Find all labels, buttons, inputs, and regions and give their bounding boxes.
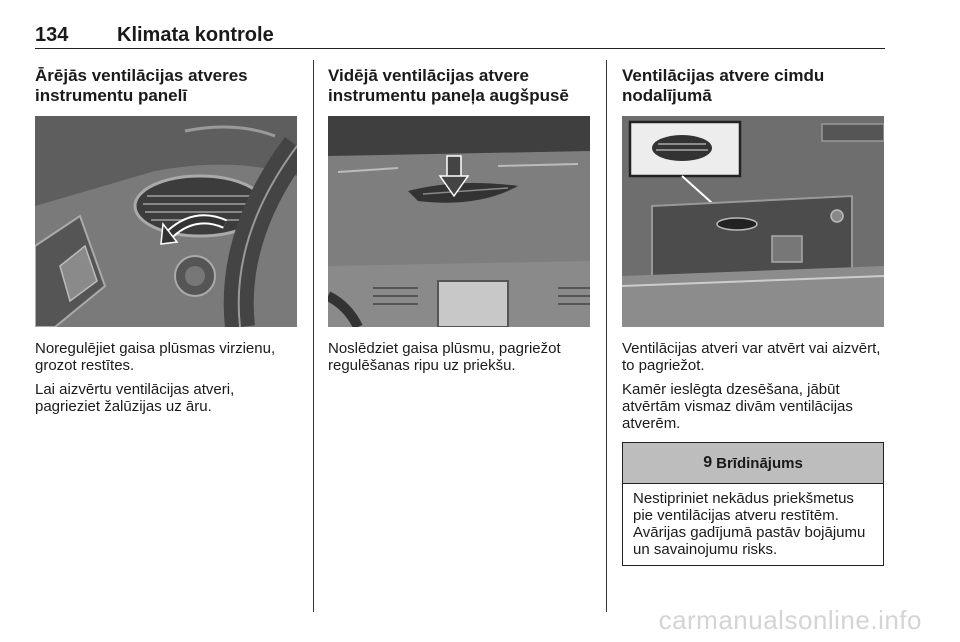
warning-header [623, 443, 883, 484]
chapter-title: Klimata kontrole [117, 24, 274, 46]
paragraph: Noslēdziet gaisa plūsmu, pagriežot regulēšanas ripu uz priekšu. [328, 340, 561, 374]
column-divider [606, 60, 607, 612]
page-number: 134 [35, 24, 69, 46]
glovebox-vent-figure [622, 116, 884, 327]
watermark: carmanualsonline.info [658, 605, 922, 635]
section-heading: Vidējā ventilācijas atvere instrumentu paneļa augšpusē [328, 66, 569, 105]
section-side-vents [35, 66, 297, 415]
warning-title: Brīdinājums [716, 454, 803, 472]
section-heading: Ventilācijas atvere cimdu nodalījumā [622, 66, 825, 105]
section-glovebox-vent [622, 66, 884, 558]
section-heading: Ārējās ventilācijas atveres instrumentu panelī [35, 66, 248, 105]
glovebox-vent-illustration [622, 116, 884, 327]
warning-box [622, 442, 884, 566]
warning-text: Nestipriniet nekādus priekšmetus pie ventilācijas atveru restītēm. Avārijas gadījumā pastāv bojājumu un savainojumu risks. [633, 490, 866, 558]
section-body [328, 340, 590, 381]
top-vent-figure [328, 116, 590, 327]
paragraph: Kamēr ieslēgta dzesēšana, jābūt atvērtām vismaz divām ventilācijas atverēm. [622, 381, 853, 432]
column-divider [313, 60, 314, 612]
section-body [622, 340, 884, 439]
warning-icon: 9 [703, 454, 713, 471]
side-vent-figure [35, 116, 297, 327]
top-vent-illustration [328, 116, 590, 327]
section-body [35, 340, 297, 422]
paragraph: Noregulējiet gaisa plūsmas virzienu, grozot restītes. [35, 340, 276, 374]
paragraph: Ventilācijas atveri var atvērt vai aizvērt, to pagriežot. [622, 340, 881, 374]
side-vent-illustration [35, 116, 297, 327]
paragraph: Lai aizvērtu ventilācijas atveri, pagrieziet žalūzijas uz āru. [35, 381, 235, 415]
section-center-vent [328, 66, 590, 374]
page-header [35, 22, 885, 49]
